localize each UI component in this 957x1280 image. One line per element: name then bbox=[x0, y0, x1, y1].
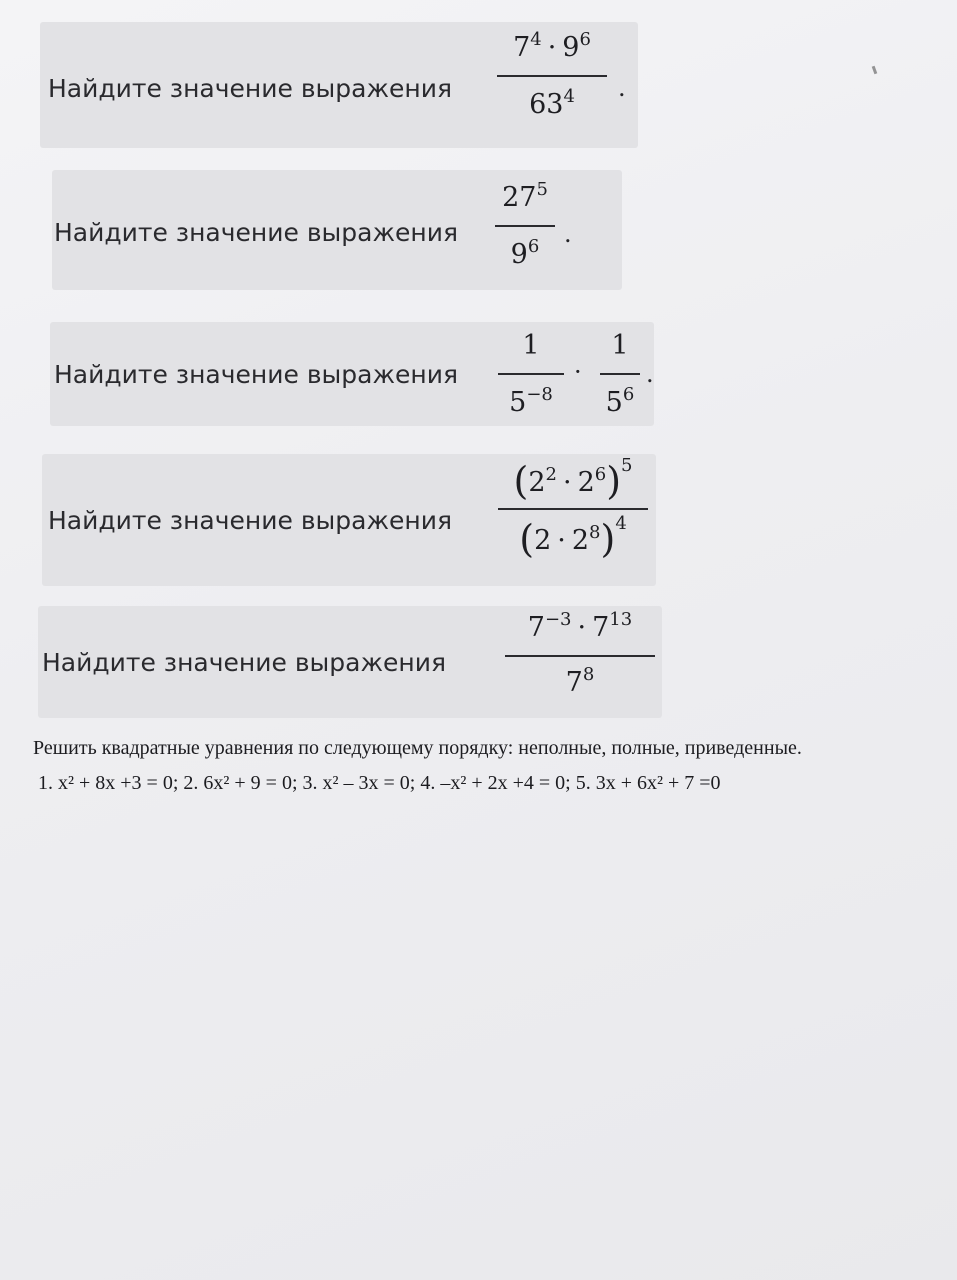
denominator: $63^4$ bbox=[529, 86, 575, 120]
numerator: $7^{-3} \cdot 7^{13}$ bbox=[527, 609, 633, 643]
task-title: Решить квадратные уравнения по следующему порядку: неполные, полные, приведенные. bbox=[33, 737, 802, 759]
numerator: 1 bbox=[611, 330, 629, 361]
pen-mark bbox=[872, 66, 878, 75]
problem-label: Найдите значение выражения bbox=[54, 218, 459, 247]
fraction-2 bbox=[596, 332, 644, 416]
denominator: $7^8$ bbox=[565, 664, 595, 698]
problem-label: Найдите значение выражения bbox=[42, 648, 447, 677]
problem-2 bbox=[52, 170, 622, 290]
multiply-dot: · bbox=[574, 358, 582, 386]
problem-3 bbox=[50, 322, 654, 426]
problem-label: Найдите значение выражения bbox=[54, 360, 459, 389]
fraction bbox=[496, 455, 650, 561]
problem-1 bbox=[40, 22, 638, 148]
problem-5 bbox=[38, 606, 662, 718]
task-equations: 1. x² + 8x +3 = 0; 2. 6x² + 9 = 0; 3. x² – 3x = 0; 4. –x² + 2x +4 = 0; 5. 3x + 6x² + 7 =0 bbox=[38, 772, 721, 794]
fraction-bar bbox=[600, 373, 640, 375]
denominator: $(2 \cdot 2^8)^4$ bbox=[519, 513, 627, 561]
numerator: $(2^2 \cdot 2^6)^5$ bbox=[513, 455, 633, 503]
numerator: 1 bbox=[522, 330, 540, 361]
fraction-bar bbox=[495, 225, 555, 227]
fraction bbox=[492, 179, 558, 270]
fraction-bar bbox=[505, 655, 655, 657]
fraction-bar bbox=[497, 75, 607, 77]
period: . bbox=[646, 360, 654, 388]
denominator: $5^6$ bbox=[605, 384, 635, 418]
problem-4 bbox=[42, 454, 656, 586]
fraction-bar bbox=[498, 373, 564, 375]
problem-label: Найдите значение выражения bbox=[48, 74, 453, 103]
numerator: $7^4 \cdot 9^6$ bbox=[513, 29, 591, 63]
period: . bbox=[564, 220, 572, 248]
denominator: $5^{-8}$ bbox=[509, 384, 553, 418]
denominator: $9^6$ bbox=[510, 236, 540, 270]
fraction bbox=[494, 29, 610, 120]
fraction-bar bbox=[498, 508, 648, 510]
fraction bbox=[504, 609, 656, 698]
problem-label: Найдите значение выражения bbox=[48, 506, 453, 535]
fraction-1 bbox=[496, 332, 566, 416]
numerator: $27^5$ bbox=[502, 179, 548, 213]
period: . bbox=[618, 74, 626, 102]
